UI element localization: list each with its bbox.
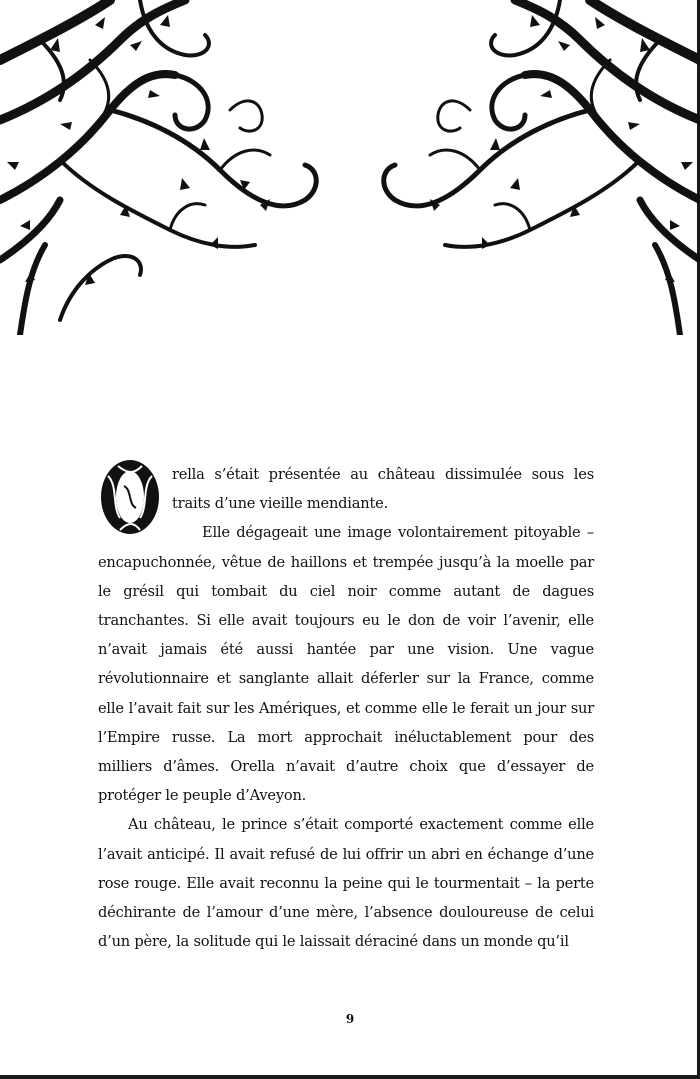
body-text [98, 460, 594, 956]
thorny-vine-ornament-left [0, 0, 330, 335]
thorny-vine-ornament-right [370, 0, 700, 335]
page-edge-bottom [0, 1075, 700, 1079]
opening-paragraph [98, 460, 594, 518]
drop-cap-letter [98, 460, 158, 536]
paragraph-2: Elle dégageait une image volontairement pitoyable – encapuchonnée, vêtue de haillons et trempée jusqu’à la moelle par le grésil qui tombait du ciel noir comme autant de dagues tranchantes. Si elle avait toujours eu le don de voir l’avenir, elle n’avait jamais été aussi hantée par une vision. Une vague révolutionnaire et sanglante allait déferler sur la France, comme elle l’avait fait sur les Amériques, et comme elle le ferait un jour sur l’Empire russe. La mort approchait inéluctablement pour des milliers d’âmes. Orella n’avait d’autre choix que d’essayer de protéger le peuple d’Aveyon. [98, 524, 594, 805]
paragraph-1-text: rella s’était présentée au château dissimulée sous les traits d’une vieille mendiante. [172, 466, 594, 513]
drop-cap [98, 460, 168, 536]
paragraph-3: Au château, le prince s’était comporté exactement comme elle l’avait anticipé. Il avait refusé de lui offrir un abri en échange d’une rose rouge. Elle avait reconnu la peine qui le tourmentait – la perte déchirante de l’amour d’une mère, l’absence douloureuse de celui d’un père, la solitude qui le laissait déraciné dans un monde qu’il [98, 816, 594, 951]
page-number: 9 [345, 1012, 355, 1026]
